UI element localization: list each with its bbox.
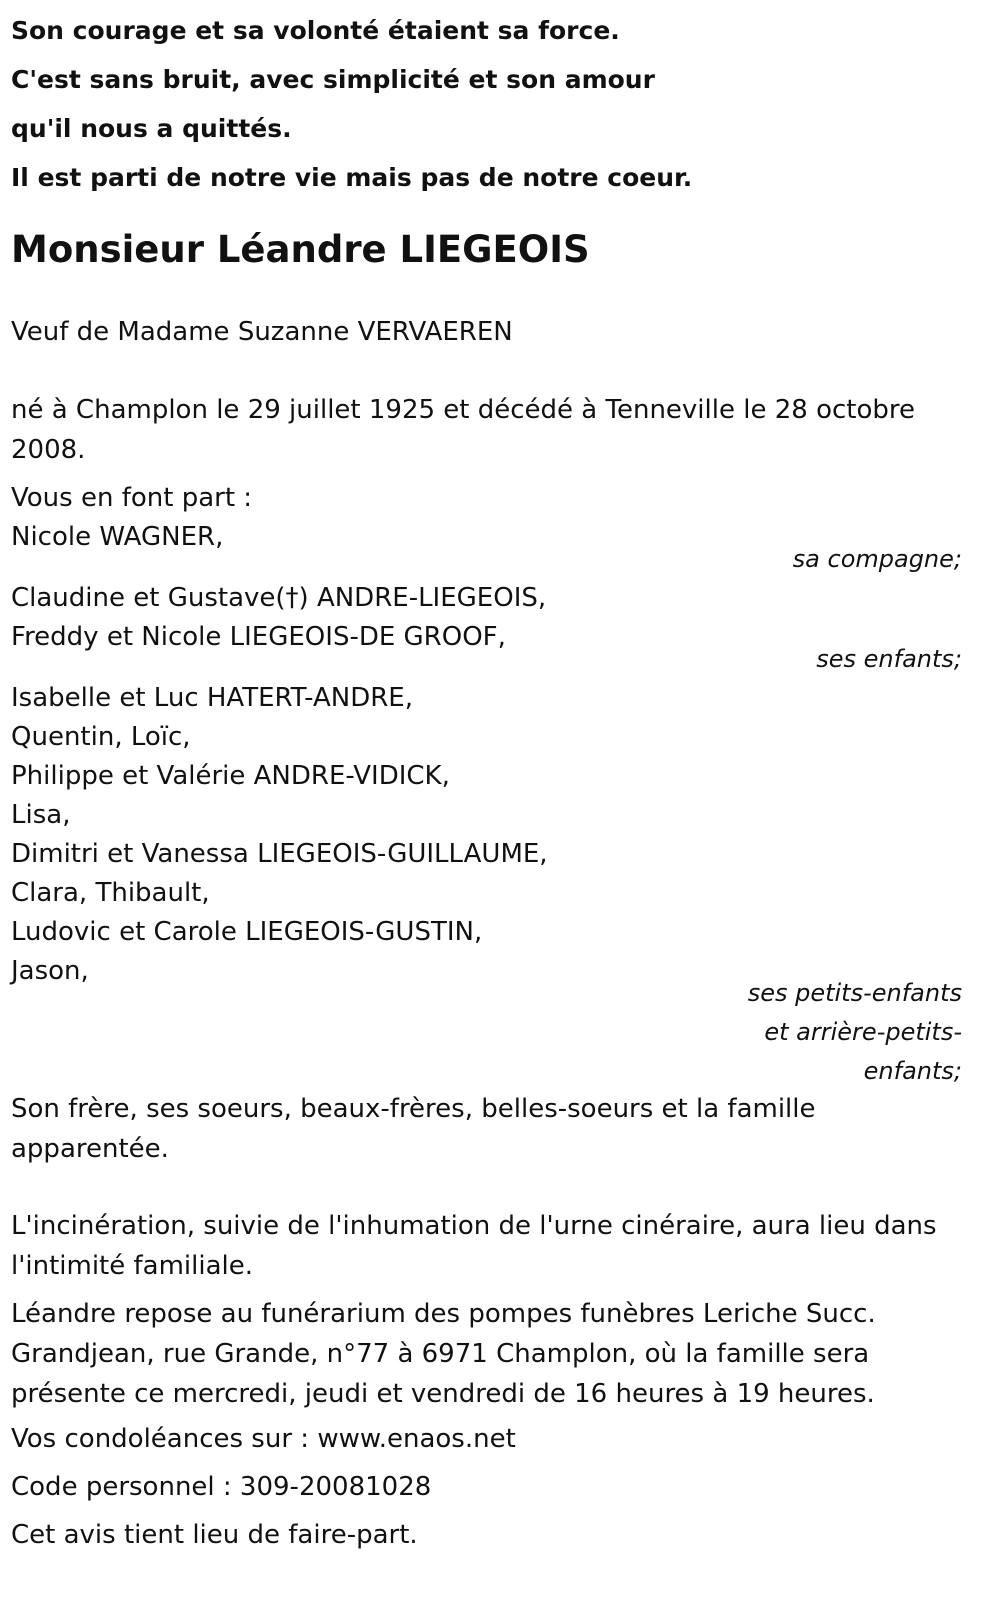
epigraph: [11, 0, 989, 202]
announce-line: Vous en font part :: [11, 483, 253, 513]
grandchild-name: Dimitri et Vanessa LIEGEOIS-GUILLAUME,: [11, 839, 548, 869]
rest-line: Léandre repose au funérarium des pompes funèbres Leriche Succ. Grandjean, rue Grande, n°77 à 6971 Champlon, où la famille sera présente ce mercredi, jeudi et vendredi de 16 heures à 19 heures.: [11, 1299, 876, 1409]
epigraph-line: Son courage et sa volonté étaient sa force.: [11, 16, 620, 45]
grandchild-name: Philippe et Valérie ANDRE-VIDICK,: [11, 761, 450, 791]
epigraph-line: qu'il nous a quittés.: [11, 114, 292, 143]
children-role: ses enfants;: [816, 645, 962, 673]
child-name: Claudine et Gustave(†) ANDRE-LIEGEOIS,: [11, 583, 547, 613]
epigraph-line: C'est sans bruit, avec simplicité et son amour: [11, 65, 655, 94]
grandchild-name: Lisa,: [11, 800, 71, 830]
companion-role: sa compagne;: [792, 545, 962, 573]
grandchild-name: Jason,: [11, 956, 89, 986]
grandchildren-role-line: et arrière-petits-: [764, 1018, 962, 1046]
notice-line: Cet avis tient lieu de faire-part.: [11, 1520, 418, 1550]
grandchildren-role-line: ses petits-enfants: [747, 979, 962, 1007]
widower-line: Veuf de Madame Suzanne VERVAEREN: [11, 317, 513, 347]
companion-name: Nicole WAGNER,: [11, 522, 224, 552]
grandchild-name: Isabelle et Luc HATERT-ANDRE,: [11, 683, 413, 713]
grandchild-name: Ludovic et Carole LIEGEOIS-GUSTIN,: [11, 917, 483, 947]
deceased-name: Monsieur Léandre LIEGEOIS: [11, 228, 590, 271]
birth-death-line: né à Champlon le 29 juillet 1925 et décédé à Tenneville le 28 octobre 2008.: [11, 395, 915, 465]
grandchild-name: Quentin, Loïc,: [11, 722, 191, 752]
condolences-line: Vos condoléances sur : www.enaos.net: [11, 1424, 516, 1454]
epigraph-line: Il est parti de notre vie mais pas de notre coeur.: [11, 163, 693, 192]
siblings-line: Son frère, ses soeurs, beaux-frères, belles-soeurs et la famille apparentée.: [11, 1094, 816, 1164]
grandchildren-role-line: enfants;: [863, 1057, 962, 1085]
child-name: Freddy et Nicole LIEGEOIS-DE GROOF,: [11, 622, 506, 652]
grandchild-name: Clara, Thibault,: [11, 878, 210, 908]
code-line: Code personnel : 309-20081028: [11, 1472, 432, 1502]
cremation-line: L'incinération, suivie de l'inhumation de l'urne cinéraire, aura lieu dans l'intimité familiale.: [11, 1211, 937, 1281]
grandchildren-role: [722, 974, 962, 1091]
